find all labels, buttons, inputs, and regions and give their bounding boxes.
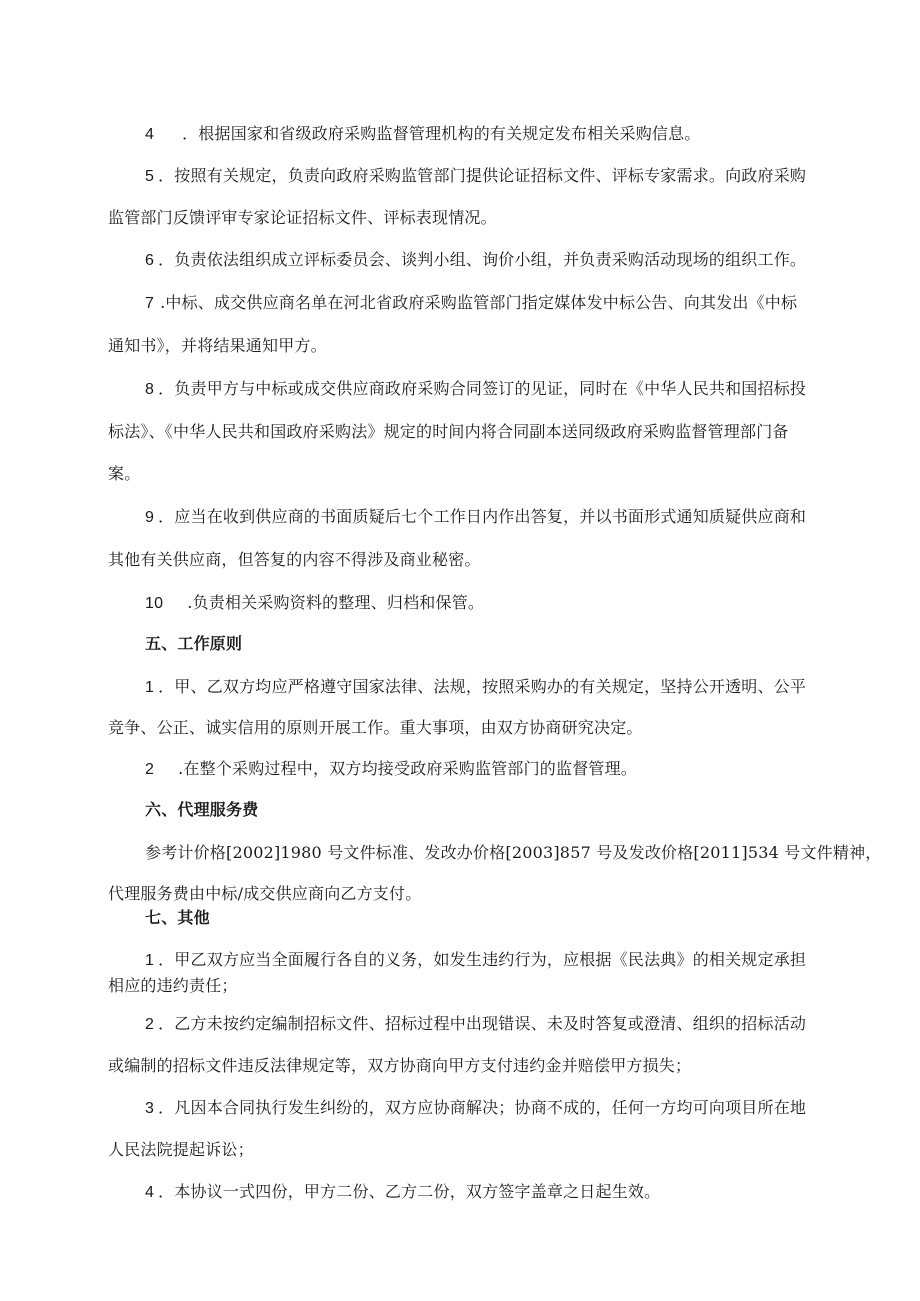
item-9 <box>145 507 806 528</box>
item-4 <box>145 124 701 145</box>
other-item-3-continued: 人民法院提起诉讼； <box>108 1140 254 1159</box>
other-item-4 <box>145 1182 660 1203</box>
item-text: .中标、成交供应商名单在河北省政府采购监管部门指定媒体发中标公告、向其发出《中标 <box>160 293 798 312</box>
item-text: ．本协议一式四份，甲方二份、乙方二份，双方签字盖章之日起生效。 <box>158 1182 661 1201</box>
other-item-2 <box>145 1014 806 1035</box>
item-text: ．根据国家和省级政府采购监督管理机构的有关规定发布相关采购信息。 <box>182 124 701 143</box>
section-heading-principles: 五、工作原则 <box>145 634 243 653</box>
item-8-continued: 案。 <box>108 464 141 483</box>
item-9-continued: 其他有关供应商，但答复的内容不得涉及商业秘密。 <box>108 550 481 569</box>
item-text: ．负责甲方与中标或成交供应商政府采购合同签订的见证，同时在《中华人民共和国招标投 <box>158 379 807 398</box>
item-7 <box>145 293 797 314</box>
item-number: 4 <box>145 1184 155 1201</box>
other-item-3 <box>145 1098 806 1119</box>
item-number: 7 <box>145 295 155 312</box>
item-10 <box>145 593 484 614</box>
other-item-1-continued: 相应的违约责任； <box>108 976 238 995</box>
section-heading-other: 七、其他 <box>145 908 210 927</box>
other-item-1 <box>145 950 806 971</box>
principle-1-continued: 竞争、公正、诚实信用的原则开展工作。重大事项，由双方协商研究决定。 <box>108 718 643 737</box>
item-number: 3 <box>145 1100 155 1117</box>
item-text: ．乙方未按约定编制招标文件、招标过程中出现错误、未及时答复或澄清、组织的招标活动 <box>158 1014 807 1033</box>
other-item-2-continued: 或编制的招标文件违反法律规定等，双方协商向甲方支付违约金并赔偿甲方损失； <box>108 1056 692 1075</box>
item-number: 10 <box>145 595 164 612</box>
item-7-continued: 通知书》，并将结果通知甲方。 <box>108 336 327 355</box>
item-8 <box>145 379 806 400</box>
item-text: ．凡因本合同执行发生纠纷的，双方应协商解决；协商不成的，任何一方均可向项目所在地 <box>158 1098 807 1117</box>
item-number: 8 <box>145 381 155 398</box>
item-text: ．负责依法组织成立评标委员会、谈判小组、询价小组，并负责采购活动现场的组织工作。 <box>158 250 807 269</box>
item-text: .在整个采购过程中，双方均接受政府采购监管部门的监督管理。 <box>178 759 637 778</box>
item-number: 5 <box>145 168 155 185</box>
item-number: 1 <box>145 679 155 696</box>
item-5-continued: 监管部门反馈评审专家论证招标文件、评标表现情况。 <box>108 208 497 227</box>
item-8-continued: 标法》、《中华人民共和国政府采购法》规定的时间内将合同副本送同级政府采购监督管理部门备 <box>108 422 789 441</box>
principle-1 <box>145 677 806 698</box>
item-text: ．甲乙双方应当全面履行各自的义务，如发生违约行为，应根据《民法典》的相关规定承担 <box>158 950 807 969</box>
section-heading-service-fee: 六、代理服务费 <box>145 800 259 819</box>
item-number: 1 <box>145 952 155 969</box>
item-number: 4 <box>145 126 155 143</box>
item-text: ．应当在收到供应商的书面质疑后七个工作日内作出答复，并以书面形式通知质疑供应商和 <box>158 507 807 526</box>
item-6 <box>145 250 806 271</box>
item-number: 6 <box>145 252 155 269</box>
service-fee-text: 参考计价格[2002]1980 号文件标准、发改办价格[2003]857 号及发改价格[2011]534 号文件精神， <box>145 843 882 862</box>
item-text: ．甲、乙双方均应严格遵守国家法律、法规，按照采购办的有关规定，坚持公开透明、公平 <box>158 677 807 696</box>
item-text: ．按照有关规定，负责向政府采购监管部门提供论证招标文件、评标专家需求。向政府采购 <box>158 166 807 185</box>
item-number: 2 <box>145 1016 155 1033</box>
item-number: 9 <box>145 509 155 526</box>
item-5 <box>145 166 806 187</box>
item-text: .负责相关采购资料的整理、归档和保管。 <box>187 593 485 612</box>
service-fee-text-continued: 代理服务费由中标/成交供应商向乙方支付。 <box>108 884 422 903</box>
item-number: 2 <box>145 761 155 778</box>
principle-2 <box>145 759 637 780</box>
